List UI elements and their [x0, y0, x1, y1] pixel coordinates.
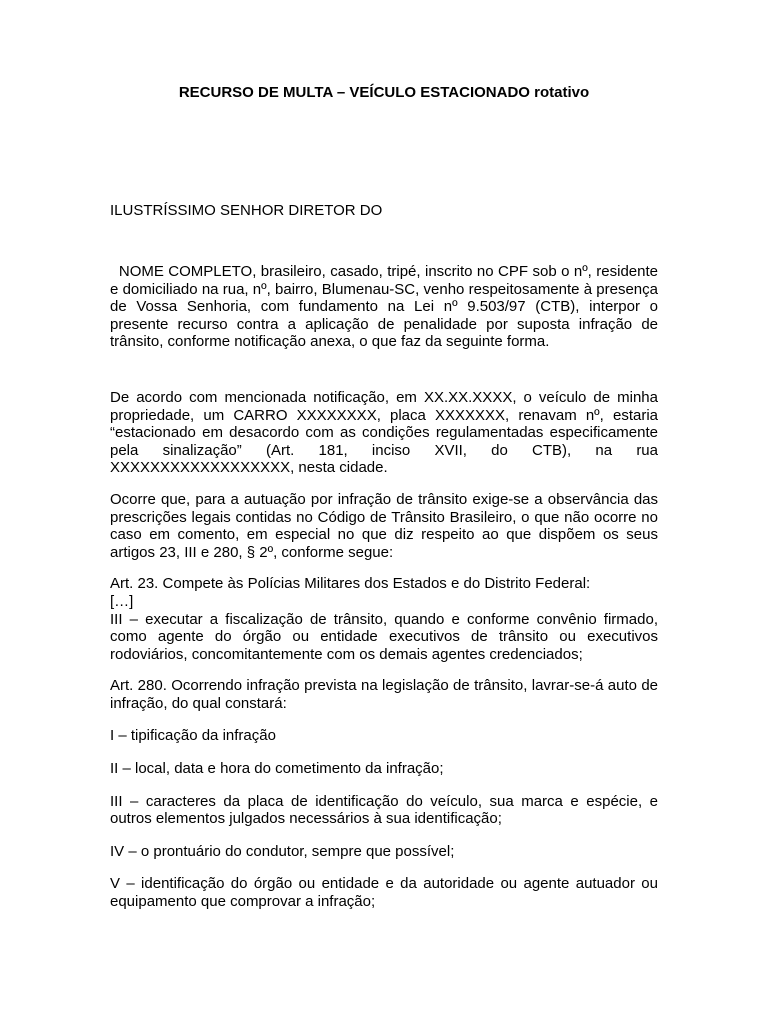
document-body — [110, 263, 663, 911]
addressee-line: ILUSTRÍSSIMO SENHOR DIRETOR DO — [110, 202, 383, 219]
art-280-item: II – local, data e hora do cometimento da infração; — [110, 760, 444, 778]
art-280-heading: Art. 280. Ocorrendo infração prevista na legislação de trânsito, lavrar-se-á auto de infração, do qual constará: — [110, 677, 658, 712]
art-23-ellipsis: […] — [110, 592, 134, 610]
art-23-heading: Art. 23. Compete às Polícias Militares dos Estados e do Distrito Federal: — [110, 575, 591, 593]
art-280-item: I – tipificação da infração — [110, 727, 276, 745]
document-title: RECURSO DE MULTA – VEÍCULO ESTACIONADO rotativo — [178, 84, 590, 101]
paragraph-facts: De acordo com mencionada notificação, em XX.XX.XXXX, o veículo de minha propriedade, um CARRO XXXXXXXX, placa XXXXXXX, renavam nº, estaria “estacionado em desacordo com as condições regulamentadas especificamente pela sinalização” (Art. 181, inciso XVII, do CTB), na rua XXXXXXXXXXXXXXXXXX, nesta cidade. — [110, 388, 658, 477]
art-23-item-iii: III – executar a fiscalização de trânsito, quando e conforme convênio firmado, como agente do órgão ou entidade executivos de trânsito ou executivos rodoviários, concomitantemente com os demais agentes credenciados; — [110, 610, 658, 663]
art-280-item: IV – o prontuário do condutor, sempre que possível; — [110, 842, 455, 860]
art-280-item: V – identificação do órgão ou entidade e da autoridade ou agente autuador ou equipamento que comprovar a infração; — [110, 875, 658, 911]
paragraph-legal-basis: Ocorre que, para a autuação por infração de trânsito exige-se a observância das prescrições legais contidas no Código de Trânsito Brasileiro, o que não ocorre no caso em comento, em especial no que diz respeito ao que dispõem os seus artigos 23, III e 280, § 2º, conforme segue: — [110, 490, 658, 561]
art-280-item: III – caracteres da placa de identificação do veículo, sua marca e espécie, e outros elementos julgados necessários à sua identificação; — [110, 792, 658, 828]
paragraph-qualification: NOME COMPLETO, brasileiro, casado, tripé, inscrito no CPF sob o nº, residente e domiciliado na rua, nº, bairro, Blumenau-SC, venho respeitosamente à presença de Vossa Senhoria, com fundamento na Lei nº 9.503/97 (CTB), interpor o presente recurso contra a aplicação de penalidade por suposta infração de trânsito, conforme notificação anexa, o que faz da seguinte forma. — [110, 263, 663, 351]
